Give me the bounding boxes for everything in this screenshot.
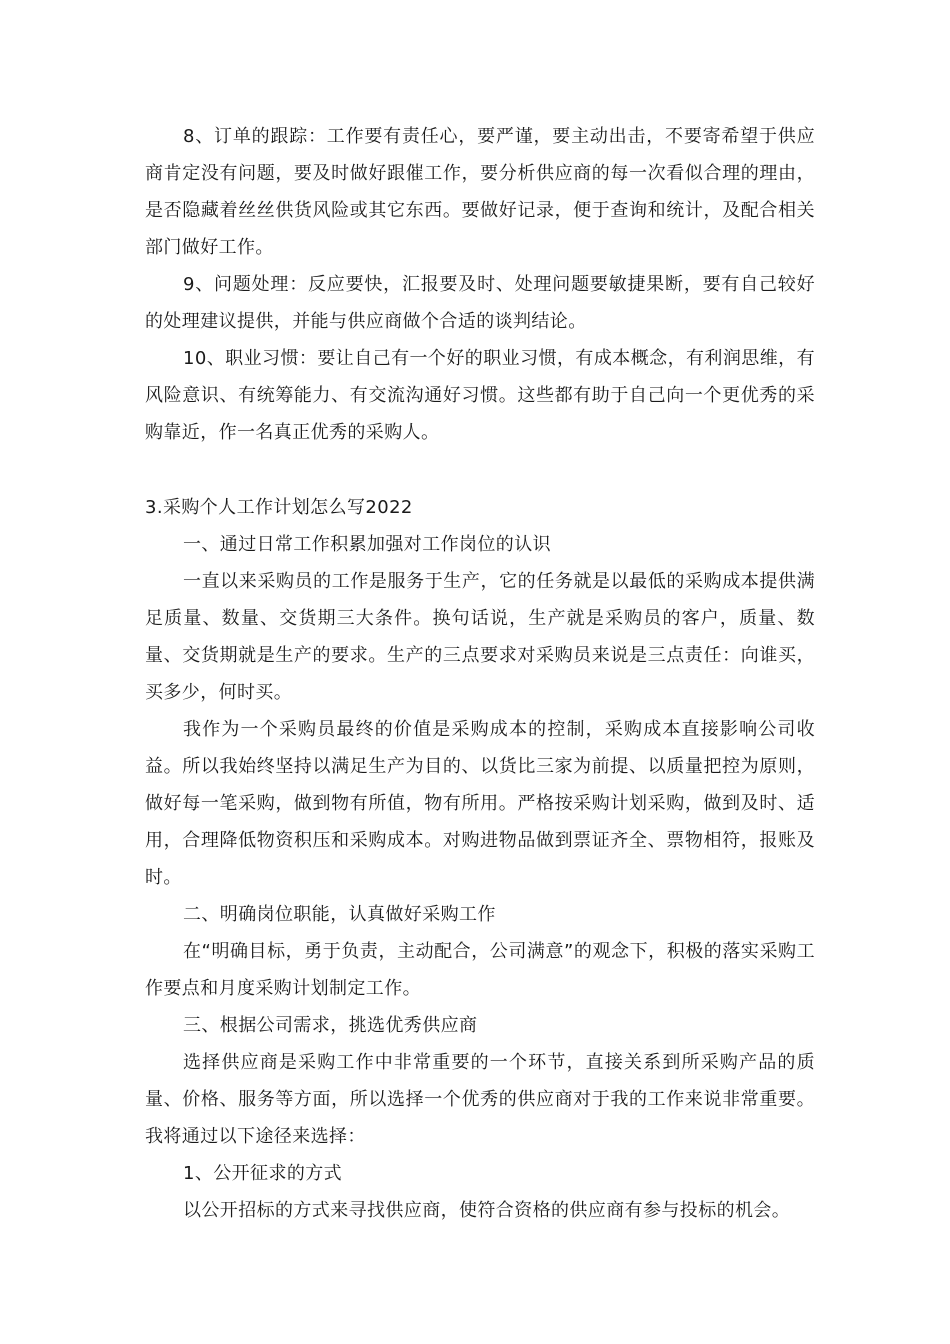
paragraph-professional-habits: 10、职业习惯：要让自己有一个好的职业习惯，有成本概念，有利润思维，有风险意识、有统筹能力、有交流沟通好习惯。这些都有助于自己向一个更优秀的采购靠近，作一名真正优秀的采购人。 xyxy=(145,348,815,443)
subheading-job-understanding: 一、通过日常工作积累加强对工作岗位的认识 xyxy=(183,534,551,555)
paragraph-problem-handling: 9、问题处理：反应要快，汇报要及时、处理问题要敏捷果断，要有自己较好的处理建议提供，并能与供应商做个合适的谈判结论。 xyxy=(145,274,815,332)
paragraph-service-production: 一直以来采购员的工作是服务于生产，它的任务就是以最低的采购成本提供满足质量、数量、交货期三大条件。换句话说，生产就是采购员的客户，质量、数量、交货期就是生产的要求。生产的三点要求对采购员来说是三点责任：向谁买，买多少，何时买。 xyxy=(145,571,815,703)
paragraph-supplier-selection: 选择供应商是采购工作中非常重要的一个环节，直接关系到所采购产品的质量、价格、服务等方面，所以选择一个优秀的供应商对于我的工作来说非常重要。我将通过以下途径来选择： xyxy=(145,1052,815,1147)
subheading-job-functions: 二、明确岗位职能，认真做好采购工作 xyxy=(183,904,496,925)
paragraph-cost-control: 我作为一个采购员最终的价值是采购成本的控制，采购成本直接影响公司收益。所以我始终坚持以满足生产为目的、以货比三家为前提、以质量把控为原则，做好每一笔采购，做到物有所值，物有所用。严格按采购计划采购，做到及时、适用，合理降低物资积压和采购成本。对购进物品做到票证齐全、票物相符，报账及时。 xyxy=(145,719,815,888)
section-heading: 3.采购个人工作计划怎么写2022 xyxy=(145,497,413,518)
paragraph-concepts: 在“明确目标，勇于负责，主动配合，公司满意”的观念下，积极的落实采购工作要点和月度采购计划制定工作。 xyxy=(145,941,815,999)
subheading-public-solicitation: 1、公开征求的方式 xyxy=(183,1163,343,1184)
section-spacer xyxy=(145,451,815,489)
subheading-select-suppliers: 三、根据公司需求，挑选优秀供应商 xyxy=(183,1015,478,1036)
paragraph-public-tender: 以公开招标的方式来寻找供应商，使符合资格的供应商有参与投标的机会。 xyxy=(183,1200,791,1221)
paragraph-order-tracking: 8、订单的跟踪：工作要有责任心，要严谨，要主动出击，不要寄希望于供应商肯定没有问题，要及时做好跟催工作，要分析供应商的每一次看似合理的理由，是否隐藏着丝丝供货风险或其它东西。要做好记录，便于查询和统计，及配合相关部门做好工作。 xyxy=(145,126,815,258)
document-body xyxy=(145,118,815,1229)
